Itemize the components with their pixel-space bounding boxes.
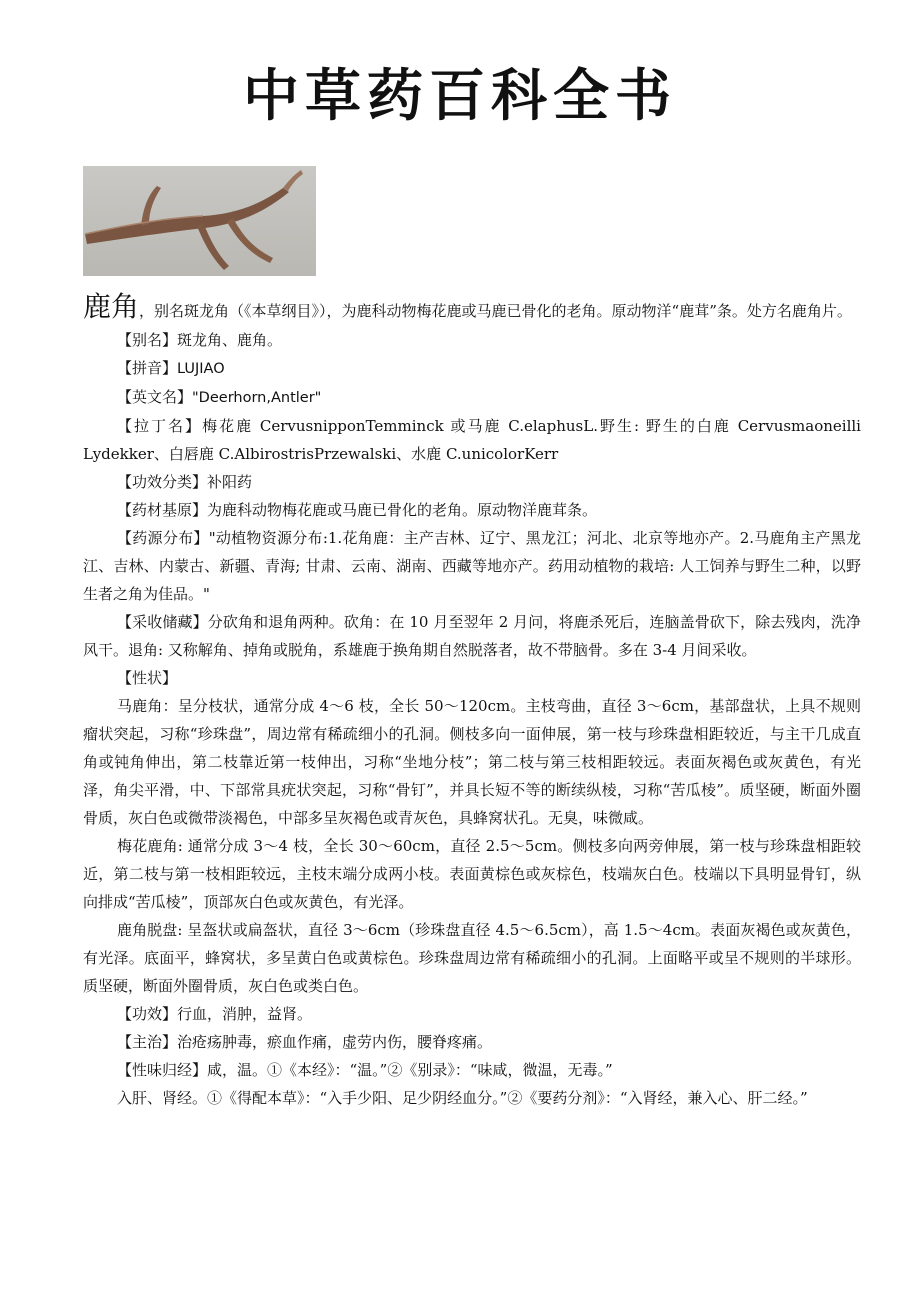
field-efficacy	[83, 1000, 861, 1028]
field-label: 【拉丁名】	[117, 417, 203, 435]
field-label: 【主治】	[117, 1033, 178, 1051]
field-label: 【功效分类】	[117, 473, 208, 491]
field-label: 【药源分布】	[117, 529, 209, 547]
properties-paragraph: 鹿角脱盘: 呈盔状或扁盔状，直径 3～6cm（珍珠盘直径 4.5～6.5cm），高 1.5～4cm。表面灰褐色或灰黄色，有光泽。底面平，蜂窝状，多呈黄白色或黄棕色。珍珠盘周边常有稀疏细小的孔洞。上面略平或呈不规则的半球形。质坚硬，断面外圈骨质，灰白色或类白色。	[83, 921, 861, 995]
field-harvest	[83, 608, 861, 664]
field-alias	[83, 326, 861, 354]
field-value: 为鹿科动物梅花鹿或马鹿已骨化的老角。原动物洋鹿茸条。	[207, 501, 598, 519]
field-value: 梅花鹿 CervusnipponTemminck 或马鹿 C.elaphusL.野生: 野生的白鹿 Cervusmaoneilli Lydekker、白唇鹿 C.AlbirostrisPrzewalski、水鹿 C.unicolorKerr	[83, 417, 861, 463]
properties-paragraph: 马鹿角：呈分枝状，通常分成 4～6 枝，全长 50～120cm。主枝弯曲，直径 3～6cm，基部盘状，上具不规则瘤状突起，习称“珍珠盘”，周边常有稀疏细小的孔洞。侧枝多向一面伸展，第一枝与珍珠盘相距较近，与主干几成直角或钝角伸出，第二枝靠近第一枝伸出，习称“坐地分枝”；第二枝与第三枝相距较远。表面灰褐色或灰黄色，有光泽，角尖平滑，中、下部常具疣状突起，习称“骨钉”，并具长短不等的断续纵棱，习称“苦瓜棱”。质坚硬，断面外圈骨质，灰白色或微带淡褐色，中部多呈灰褐色或青灰色，具蜂窝状孔。无臭，味微咸。	[83, 697, 861, 827]
field-value: 治疮疡肿毒，瘀血作痛，虚劳内伤，腰脊疼痛。	[177, 1033, 493, 1051]
field-origin	[83, 496, 861, 524]
field-label: 【拼音】	[117, 359, 178, 377]
field-value: 咸，温。①《本经》：“温。”②《别录》：“味咸，微温，无毒。”	[207, 1061, 613, 1079]
field-label: 【性味归经】	[117, 1061, 208, 1079]
field-value: 斑龙角、鹿角。	[177, 331, 283, 349]
article-body	[83, 290, 861, 1112]
page-title: 中草药百科全书	[243, 64, 677, 129]
entry-intro-text: ，别名斑龙角（《本草纲目》），为鹿科动物梅花鹿或马鹿已骨化的老角。原动物洋“鹿茸”条。处方名鹿角片。	[139, 302, 852, 320]
field-nature-meridian	[83, 1056, 861, 1084]
field-label: 【采收储藏】	[117, 613, 208, 631]
field-value: 补阳药	[207, 473, 253, 491]
field-value: 行血，消肿，益肾。	[177, 1005, 313, 1023]
properties-paragraph: 梅花鹿角: 通常分成 3～4 枝，全长 30～60cm，直径 2.5～5cm。侧枝多向两旁伸展，第一枝与珍珠盘相距较近，第二枝与第一枝相距较远，主枝末端分成两小枝。表面黄棕色或灰棕色，枝端灰白色。枝端以下具明显骨钉，纵向排成“苦瓜棱”，顶部灰白色或灰黄色，有光泽。	[83, 837, 861, 911]
entry-name: 鹿角	[83, 290, 140, 323]
field-label: 【别名】	[117, 331, 178, 349]
field-label: 【药材基原】	[117, 501, 208, 519]
field-category	[83, 468, 861, 496]
field-latin-name	[83, 412, 861, 468]
entry-intro	[83, 290, 861, 326]
antler-photo	[83, 166, 316, 276]
field-label: 【功效】	[117, 1005, 178, 1023]
field-value: LUJIAO	[177, 361, 225, 377]
field-distribution	[83, 524, 861, 608]
meridian-paragraph: 入肝、肾经。①《得配本草》：“入手少阳、足少阴经血分。”②《要药分剂》：“入肾经，兼入心、肝二经。”	[117, 1089, 808, 1107]
field-indications	[83, 1028, 861, 1056]
field-value: "动植物资源分布:1.花角鹿：主产吉林、辽宁、黑龙江；河北、北京等地亦产。2.马鹿角主产黑龙江、吉林、内蒙古、新疆、青海; 甘肃、云南、湖南、西藏等地亦产。药用动植物的栽培: 人工饲养与野生二种，以野生者之角为佳品。"	[83, 529, 861, 603]
field-label: 【英文名】	[117, 388, 193, 406]
field-pinyin	[83, 354, 861, 383]
field-english-name	[83, 383, 861, 412]
field-value: "Deerhorn,Antler"	[192, 390, 322, 406]
section-heading-properties: 【性状】	[117, 669, 178, 687]
field-value: 分砍角和退角两种。砍角：在 10 月至翌年 2 月问，将鹿杀死后，连脑盖骨砍下，除去残肉，洗净风干。退角: 又称解角、掉角或脱角，系雄鹿于换角期自然脱落者，故不带脑骨。多在 3-4 月间采收。	[83, 613, 861, 659]
